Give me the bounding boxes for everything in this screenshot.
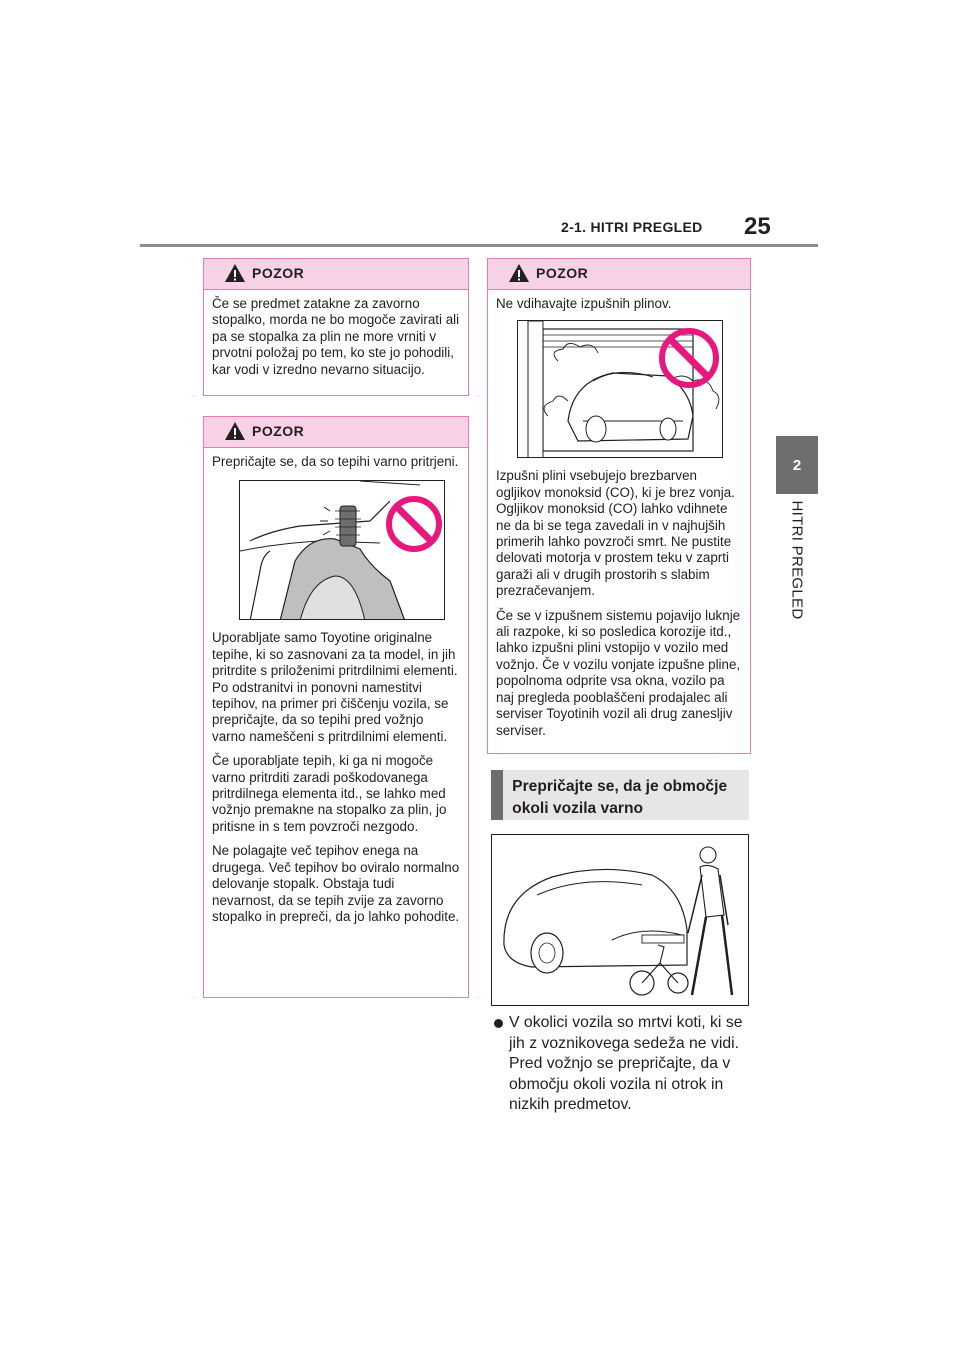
warning-paragraph-3: Ne polagajte več tepihov enega na drugega. Več tepihov bo oviralo normalno delovanje stopalk. Obstaja tudi nevarnost, da se tepih zvije za zavorno stopalko in prepreči, da jo lahko pohodite. [212,843,460,924]
chapter-number: 2 [792,456,802,474]
chapter-tab [776,436,818,494]
warning-header [204,259,468,290]
warning-triangle-icon [508,263,530,283]
header-rule [140,244,818,247]
chapter-label: HITRI PREGLED [788,500,806,620]
warning-paragraph-1: Uporabljate samo Toyotine originalne tepihe, ki so zasnovani za ta model, in jih pritrdite s priloženimi pritrdilnimi elementi. Po odstranitvi in ponovni namestitvi tepihov, na primer pri čiščenju vozila, se prepričajte, da so tepihi pred vožnjo varno nameščeni s pritrdilnimi elementi. [212,630,458,744]
warning-intro: Prepričajte se, da so tepihi varno pritrjeni. [212,454,459,469]
warning-text: Če se predmet zatakne za zavorno stopalko, morda ne bo mogoče zavirati ali pa se stopalka za plin ne more vrniti v prvotni položaj po tem, ko ste jo pohodili, kar vodi v izredno nevarno situacijo. [212,296,460,377]
warning-triangle-icon [224,421,246,441]
warning-header [204,417,468,448]
warning-paragraph-2: Če se v izpušnem sistemu pojavijo luknje ali razpoke, ki so posledica korozije itd., lahko izpušni plini vstopijo v vozilo med vožnjo. Če v vozilu vonjate izpušne pline, popolnoma odprite vsa okna, vozilo pa naj pregleda pooblaščeni prodajalec ali serviser Toyotinih vozil ali drug zanesljiv serviser. [496,607,741,738]
warning-paragraph-2: Če uporabljate tepih, ki ga ni mogoče varno pritrditi zaradi poškodovanega pritrdilnega elementa itd., se lahko med vožnjo premakne na stopalko za plin, jo pritisne in s tem povzroči nezgodo. [212,753,447,834]
section-heading-text: Prepričajte se, da je območje okoli vozila varno [512,778,728,817]
car-child-drawing [492,835,749,1006]
bullet-dot-icon [494,1019,503,1028]
garage-exhaust-illustration [517,320,723,458]
floor-mat-illustration [239,480,445,620]
section-heading [491,770,749,820]
prohibition-icon [385,495,443,553]
warning-label: POZOR [252,423,305,439]
section-heading-bar [491,770,503,820]
warning-body [488,290,750,751]
warning-header [488,259,750,290]
page-number: 25 [744,213,771,240]
warning-paragraph-1: Izpušni plini vsebujejo brezbarven ogljikov monoksid (CO), ki je brez vonja. Ogljikov monoksid (CO) lahko vdihnete ne da bi se tega zavedali in v najhujših primerih lahko povzroči smrt. Ne pustite delovati motorja v prostem teku v zaprti garaži ali v drugih prostorih s slabim prezračevanjem. [496,468,735,599]
warning-triangle-icon [224,263,246,283]
warning-intro: Ne vdihavajte izpušnih plinov. [496,296,672,311]
vehicle-surroundings-illustration [491,834,749,1006]
warning-label: POZOR [252,265,305,281]
warning-box-exhaust-gas [487,258,751,754]
warning-label: POZOR [536,265,589,281]
section-header-title: 2-1. HITRI PREGLED [561,219,703,235]
warning-body [204,448,468,937]
warning-box-floor-mats [203,416,469,998]
bullet-text: V okolici vozila so mrtvi koti, ki se jih z voznikovega sedeža ne vidi. Pred vožnjo se prepričajte, da v območju okoli vozila ni otrok in nizkih predmetov. [509,1014,743,1113]
prohibition-icon [658,327,720,389]
warning-box-brake-pedal [203,258,469,396]
warning-body [204,290,468,390]
